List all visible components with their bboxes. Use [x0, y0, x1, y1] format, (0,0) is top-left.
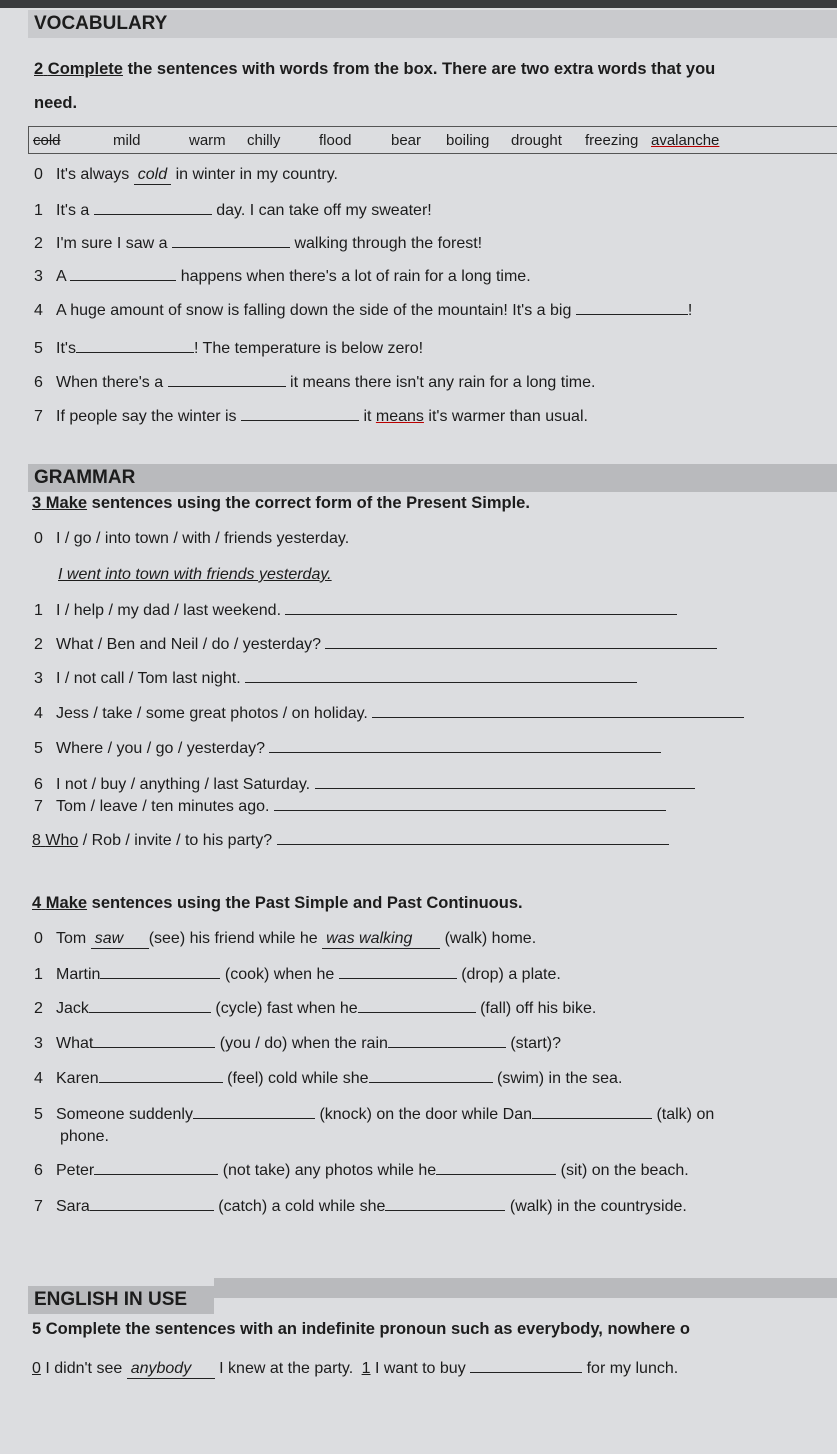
vocab-item: 4 A huge amount of snow is falling down the side of the mountain! It's a big !	[34, 302, 693, 319]
answer-was-walking: was walking	[322, 930, 440, 949]
exercise-4-item: 0 Tom saw (see) his friend while he was walking (walk) home.	[34, 930, 537, 947]
answer-blank[interactable]	[372, 703, 744, 718]
grammar-heading: GRAMMAR	[28, 464, 837, 492]
exercise-3-example-answer: I went into town with friends yesterday.	[58, 566, 332, 583]
vocab-item: 5 It's ! The temperature is below zero!	[34, 340, 424, 357]
exercise-4-item: 1 Martin (cook) when he (drop) a plate.	[34, 966, 561, 983]
exercise-4-item: 6 Peter (not take) any photos while he (sit) on the beach.	[34, 1162, 689, 1179]
answer-blank[interactable]	[245, 668, 637, 683]
answer-anybody: anybody	[127, 1360, 215, 1379]
answer-blank[interactable]	[339, 964, 457, 979]
exercise-3-item: 8 Who / Rob / invite / to his party?	[32, 830, 669, 850]
answer-blank[interactable]	[93, 1033, 215, 1048]
exercise-3-instruction: 3 Make sentences using the correct form of the Present Simple.	[32, 494, 530, 512]
answer-blank[interactable]	[269, 738, 661, 753]
word-box-item: drought	[511, 132, 562, 149]
word-box-item: warm	[189, 132, 226, 149]
answer-blank[interactable]	[89, 998, 211, 1013]
word-box-item: avalanche	[651, 132, 720, 149]
word-box-item: bear	[391, 132, 422, 149]
answer-cold: cold	[134, 166, 171, 185]
answer-blank[interactable]	[100, 964, 220, 979]
exercise-5-instruction: 5 Complete the sentences with an indefinite pronoun such as everybody, nowhere o	[32, 1320, 690, 1338]
vocab-item: 7 If people say the winter is it means it's warmer than usual.	[34, 408, 588, 425]
answer-blank[interactable]	[94, 200, 212, 215]
answer-blank[interactable]	[76, 338, 194, 353]
exercise-4-item-continuation: phone.	[60, 1128, 109, 1145]
answer-blank[interactable]	[385, 1196, 505, 1211]
word-box-item: cold	[33, 132, 61, 149]
heading-band	[214, 1278, 837, 1298]
exercise-3-example: 0 I / go / into town / with / friends yesterday.	[34, 530, 350, 547]
answer-blank[interactable]	[532, 1104, 652, 1119]
answer-blank[interactable]	[369, 1068, 493, 1083]
answer-blank[interactable]	[315, 774, 695, 789]
word-box-item: chilly	[247, 132, 281, 149]
exercise-3-item: 3 I / not call / Tom last night.	[34, 668, 637, 688]
answer-blank[interactable]	[325, 634, 717, 649]
answer-blank[interactable]	[277, 830, 669, 845]
exercise-4-item: 2 Jack (cycle) fast when he (fall) off his bike.	[34, 1000, 597, 1017]
answer-blank[interactable]	[274, 796, 666, 811]
answer-blank[interactable]	[172, 233, 290, 248]
english-in-use-heading: ENGLISH IN USE	[28, 1286, 214, 1314]
answer-blank[interactable]	[70, 266, 176, 281]
exercise-3-item: 7 Tom / leave / ten minutes ago.	[34, 796, 666, 816]
exercise-3-item: 4 Jess / take / some great photos / on holiday.	[34, 703, 744, 723]
exercise-3-item: 2 What / Ben and Neil / do / yesterday?	[34, 634, 717, 654]
answer-blank[interactable]	[241, 406, 359, 421]
exercise-4-instruction: 4 Make sentences using the Past Simple and Past Continuous.	[32, 894, 523, 912]
vocab-item: 2 I'm sure I saw a walking through the forest!	[34, 235, 483, 252]
answer-blank[interactable]	[193, 1104, 315, 1119]
exercise-5-item: 0 I didn't see anybody I knew at the party. 1 I want to buy for my lunch.	[32, 1360, 679, 1377]
word-box-item: freezing	[585, 132, 639, 149]
word-box-item: mild	[113, 132, 141, 149]
word-box	[28, 126, 837, 154]
word-box-item: boiling	[446, 132, 490, 149]
answer-blank[interactable]	[94, 1160, 218, 1175]
vocab-item: 6 When there's a it means there isn't any rain for a long time.	[34, 374, 596, 391]
vocab-item: 3 A happens when there's a lot of rain for a long time.	[34, 268, 531, 285]
exercise-3-item: 1 I / help / my dad / last weekend.	[34, 600, 677, 620]
answer-blank[interactable]	[436, 1160, 556, 1175]
answer-blank[interactable]	[358, 998, 476, 1013]
exercise-3-item: 5 Where / you / go / yesterday?	[34, 738, 661, 758]
exercise-2-instruction-line2: need.	[34, 94, 78, 112]
exercise-3-item: 6 I not / buy / anything / last Saturday.	[34, 774, 695, 794]
exercise-4-item: 7 Sara (catch) a cold while she (walk) in the countryside.	[34, 1198, 687, 1215]
answer-blank[interactable]	[388, 1033, 506, 1048]
vocabulary-heading: VOCABULARY	[28, 10, 837, 38]
vocab-item: 1 It's a day. I can take off my sweater!	[34, 202, 432, 219]
answer-blank[interactable]	[99, 1068, 223, 1083]
vocab-item: 0 It's always cold in winter in my country.	[34, 166, 338, 183]
top-edge	[0, 0, 837, 8]
word-box-item: flood	[319, 132, 352, 149]
answer-blank[interactable]	[576, 300, 688, 315]
exercise-4-item: 3 What (you / do) when the rain (start)?	[34, 1035, 562, 1052]
answer-saw: saw	[91, 930, 149, 949]
exercise-2-instruction: 2 Complete the sentences with words from the box. There are two extra words that you	[34, 60, 716, 78]
answer-blank[interactable]	[90, 1196, 214, 1211]
exercise-4-item: 4 Karen (feel) cold while she (swim) in the sea.	[34, 1070, 623, 1087]
exercise-4-item: 5 Someone suddenly (knock) on the door while Dan (talk) on	[34, 1106, 715, 1123]
answer-blank[interactable]	[168, 372, 286, 387]
answer-blank[interactable]	[470, 1358, 582, 1373]
answer-blank[interactable]	[285, 600, 677, 615]
